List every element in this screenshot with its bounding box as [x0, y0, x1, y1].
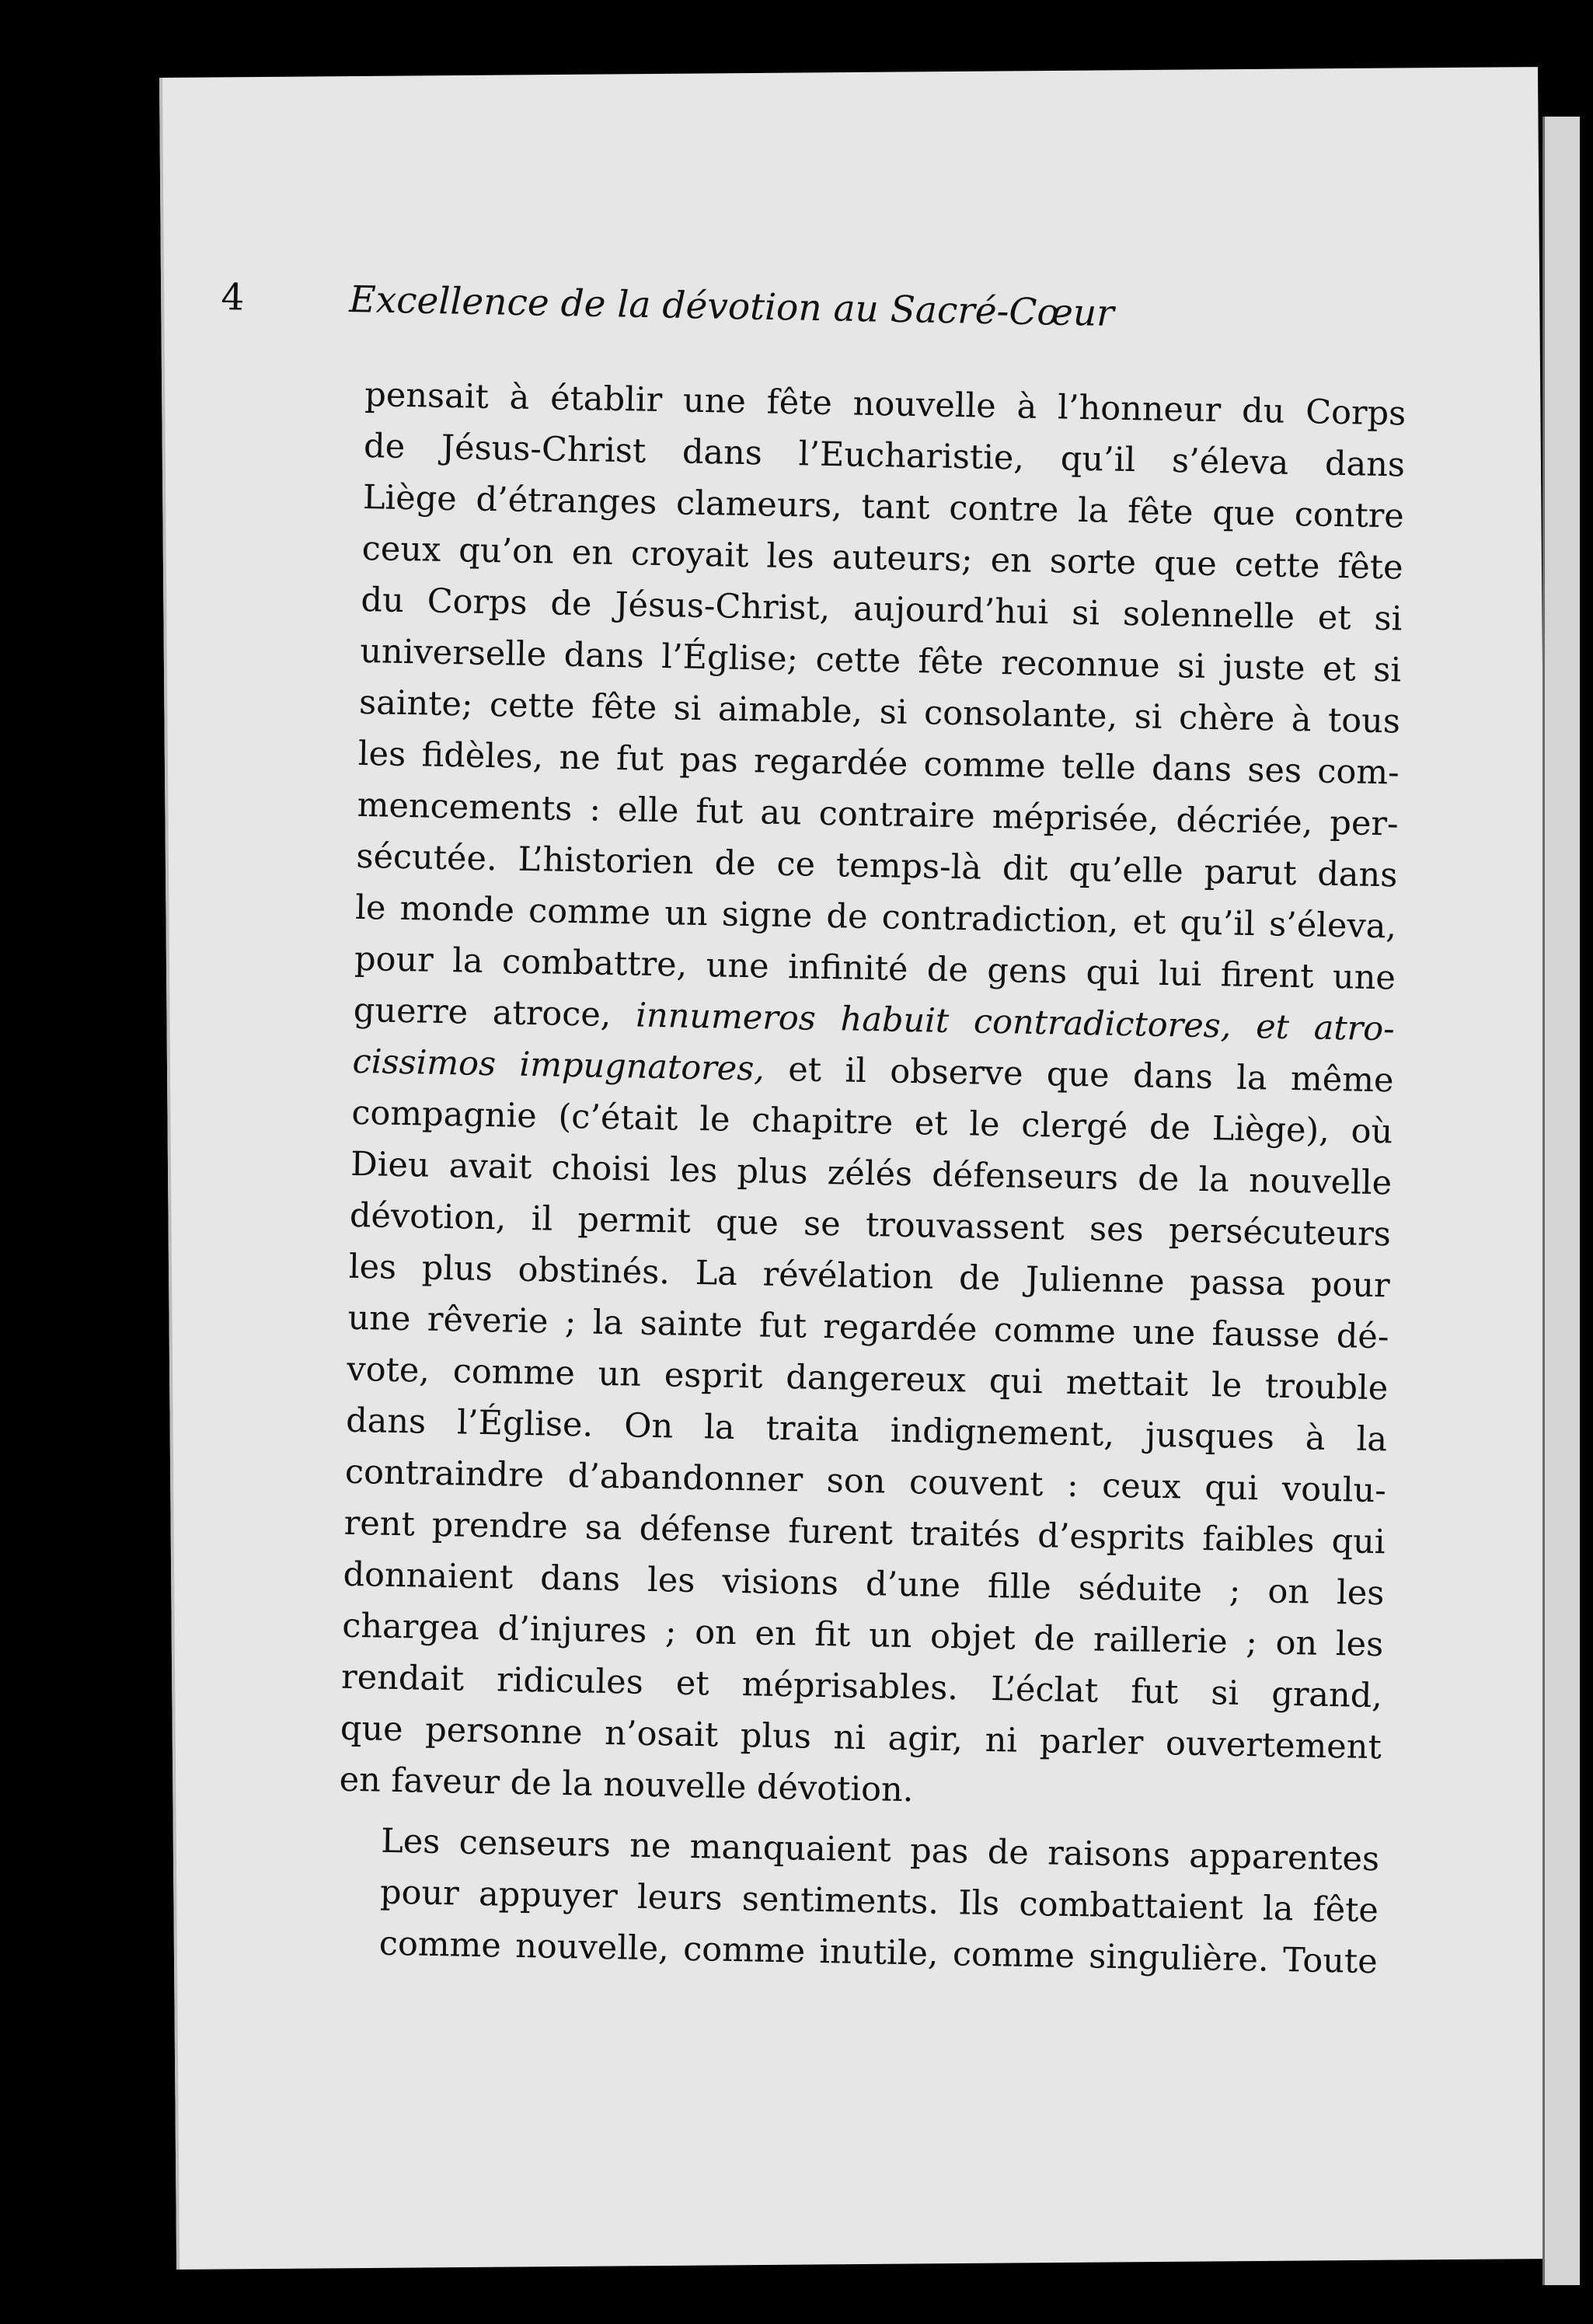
text-line: rendait ridicules et méprisables. L’éclat fut si grand,: [340, 1657, 1383, 1716]
latin-quote: cissimos impugnatores,: [352, 1042, 765, 1089]
paragraph-2: [336, 1815, 1379, 1988]
text-line: en faveur de la nouvelle dévotion.: [339, 1760, 914, 1810]
text-line: le monde comme un signe de contradiction, et qu’il s’éleva,: [354, 888, 1397, 947]
text-line: Les censeurs ne manquaient pas de raisons apparentes: [380, 1821, 1380, 1879]
text-line: les plus obstinés. La révélation de Julienne passa pour: [348, 1247, 1391, 1306]
text-line: contraindre d’abandonner son couvent : ceux qui voulu-: [344, 1452, 1387, 1511]
text-line: une rêverie ; la sainte fut regardée comme une fausse dé-: [347, 1298, 1389, 1357]
text-line: sainte; cette fête si aimable, si consolante, si chère à tous: [358, 682, 1401, 742]
text-line: sécutée. L’historien de ce temps-là dit qu’elle parut dans: [356, 836, 1398, 895]
facing-page-edge: [1542, 117, 1580, 2285]
text-line: comme nouvelle, comme inutile, comme singulière. Toute: [378, 1924, 1379, 1982]
paragraph-1: [339, 369, 1407, 1824]
latin-quote: innumeros habuit contradictores, et atro-: [635, 996, 1396, 1049]
text-line: chargea d’injures ; on en fit un objet de raillerie ; on les: [341, 1606, 1384, 1665]
text-line: universelle dans l’Église; cette fête reconnue si juste et si: [359, 631, 1402, 690]
text-line: du Corps de Jésus-Christ, aujourd’hui si solennelle et si: [361, 580, 1403, 639]
text-line: donnaient dans les visions d’une fille séduite ; on les: [343, 1555, 1385, 1614]
running-title: Excellence de la dévotion au Sacré-Cœur: [348, 278, 1115, 336]
text-line: ceux qu’on en croyait les auteurs; en sorte que cette fête: [361, 529, 1403, 588]
text-line: vote, comme un esprit dangereux qui mettait le trouble: [346, 1349, 1389, 1408]
text-fragment: guerre atroce,: [353, 990, 612, 1035]
text-line: mencements : elle fut au contraire méprisée, décriée, per-: [357, 785, 1399, 844]
text-line: les fidèles, ne fut pas regardée comme telle dans ses com-: [357, 734, 1400, 793]
text-line: que personne n’osait plus ni agir, ni parler ouvertement: [340, 1708, 1382, 1767]
text-fragment: et il observe que dans la même: [787, 1050, 1394, 1101]
text-line: pour appuyer leurs sentiments. Ils combattaient la fête: [379, 1872, 1379, 1931]
text-line: de Jésus-Christ dans l’Eucharistie, qu’il s’éleva dans: [363, 426, 1406, 485]
text-line: dévotion, il permit que se trouvassent ses persécuteurs: [349, 1195, 1392, 1254]
text-line: Liège d’étranges clameurs, tant contre la fête que contre: [362, 477, 1405, 536]
text-line: pour la combattre, une infinité de gens qui lui firent une: [354, 939, 1396, 998]
text-line: dans l’Église. On la traita indignement, jusques à la: [345, 1401, 1388, 1460]
body-text: [336, 369, 1406, 1987]
text-line: rent prendre sa défense furent traités d’esprits faibles qui: [343, 1503, 1386, 1562]
text-line: Dieu avait choisi les plus zélés défenseurs de la nouvelle: [350, 1144, 1393, 1203]
page-number: 4: [220, 276, 245, 319]
text-line: pensait à établir une fête nouvelle à l’honneur du Corps: [364, 375, 1407, 434]
text-line: compagnie (c’était le chapitre et le clergé de Liège), où: [351, 1093, 1393, 1152]
